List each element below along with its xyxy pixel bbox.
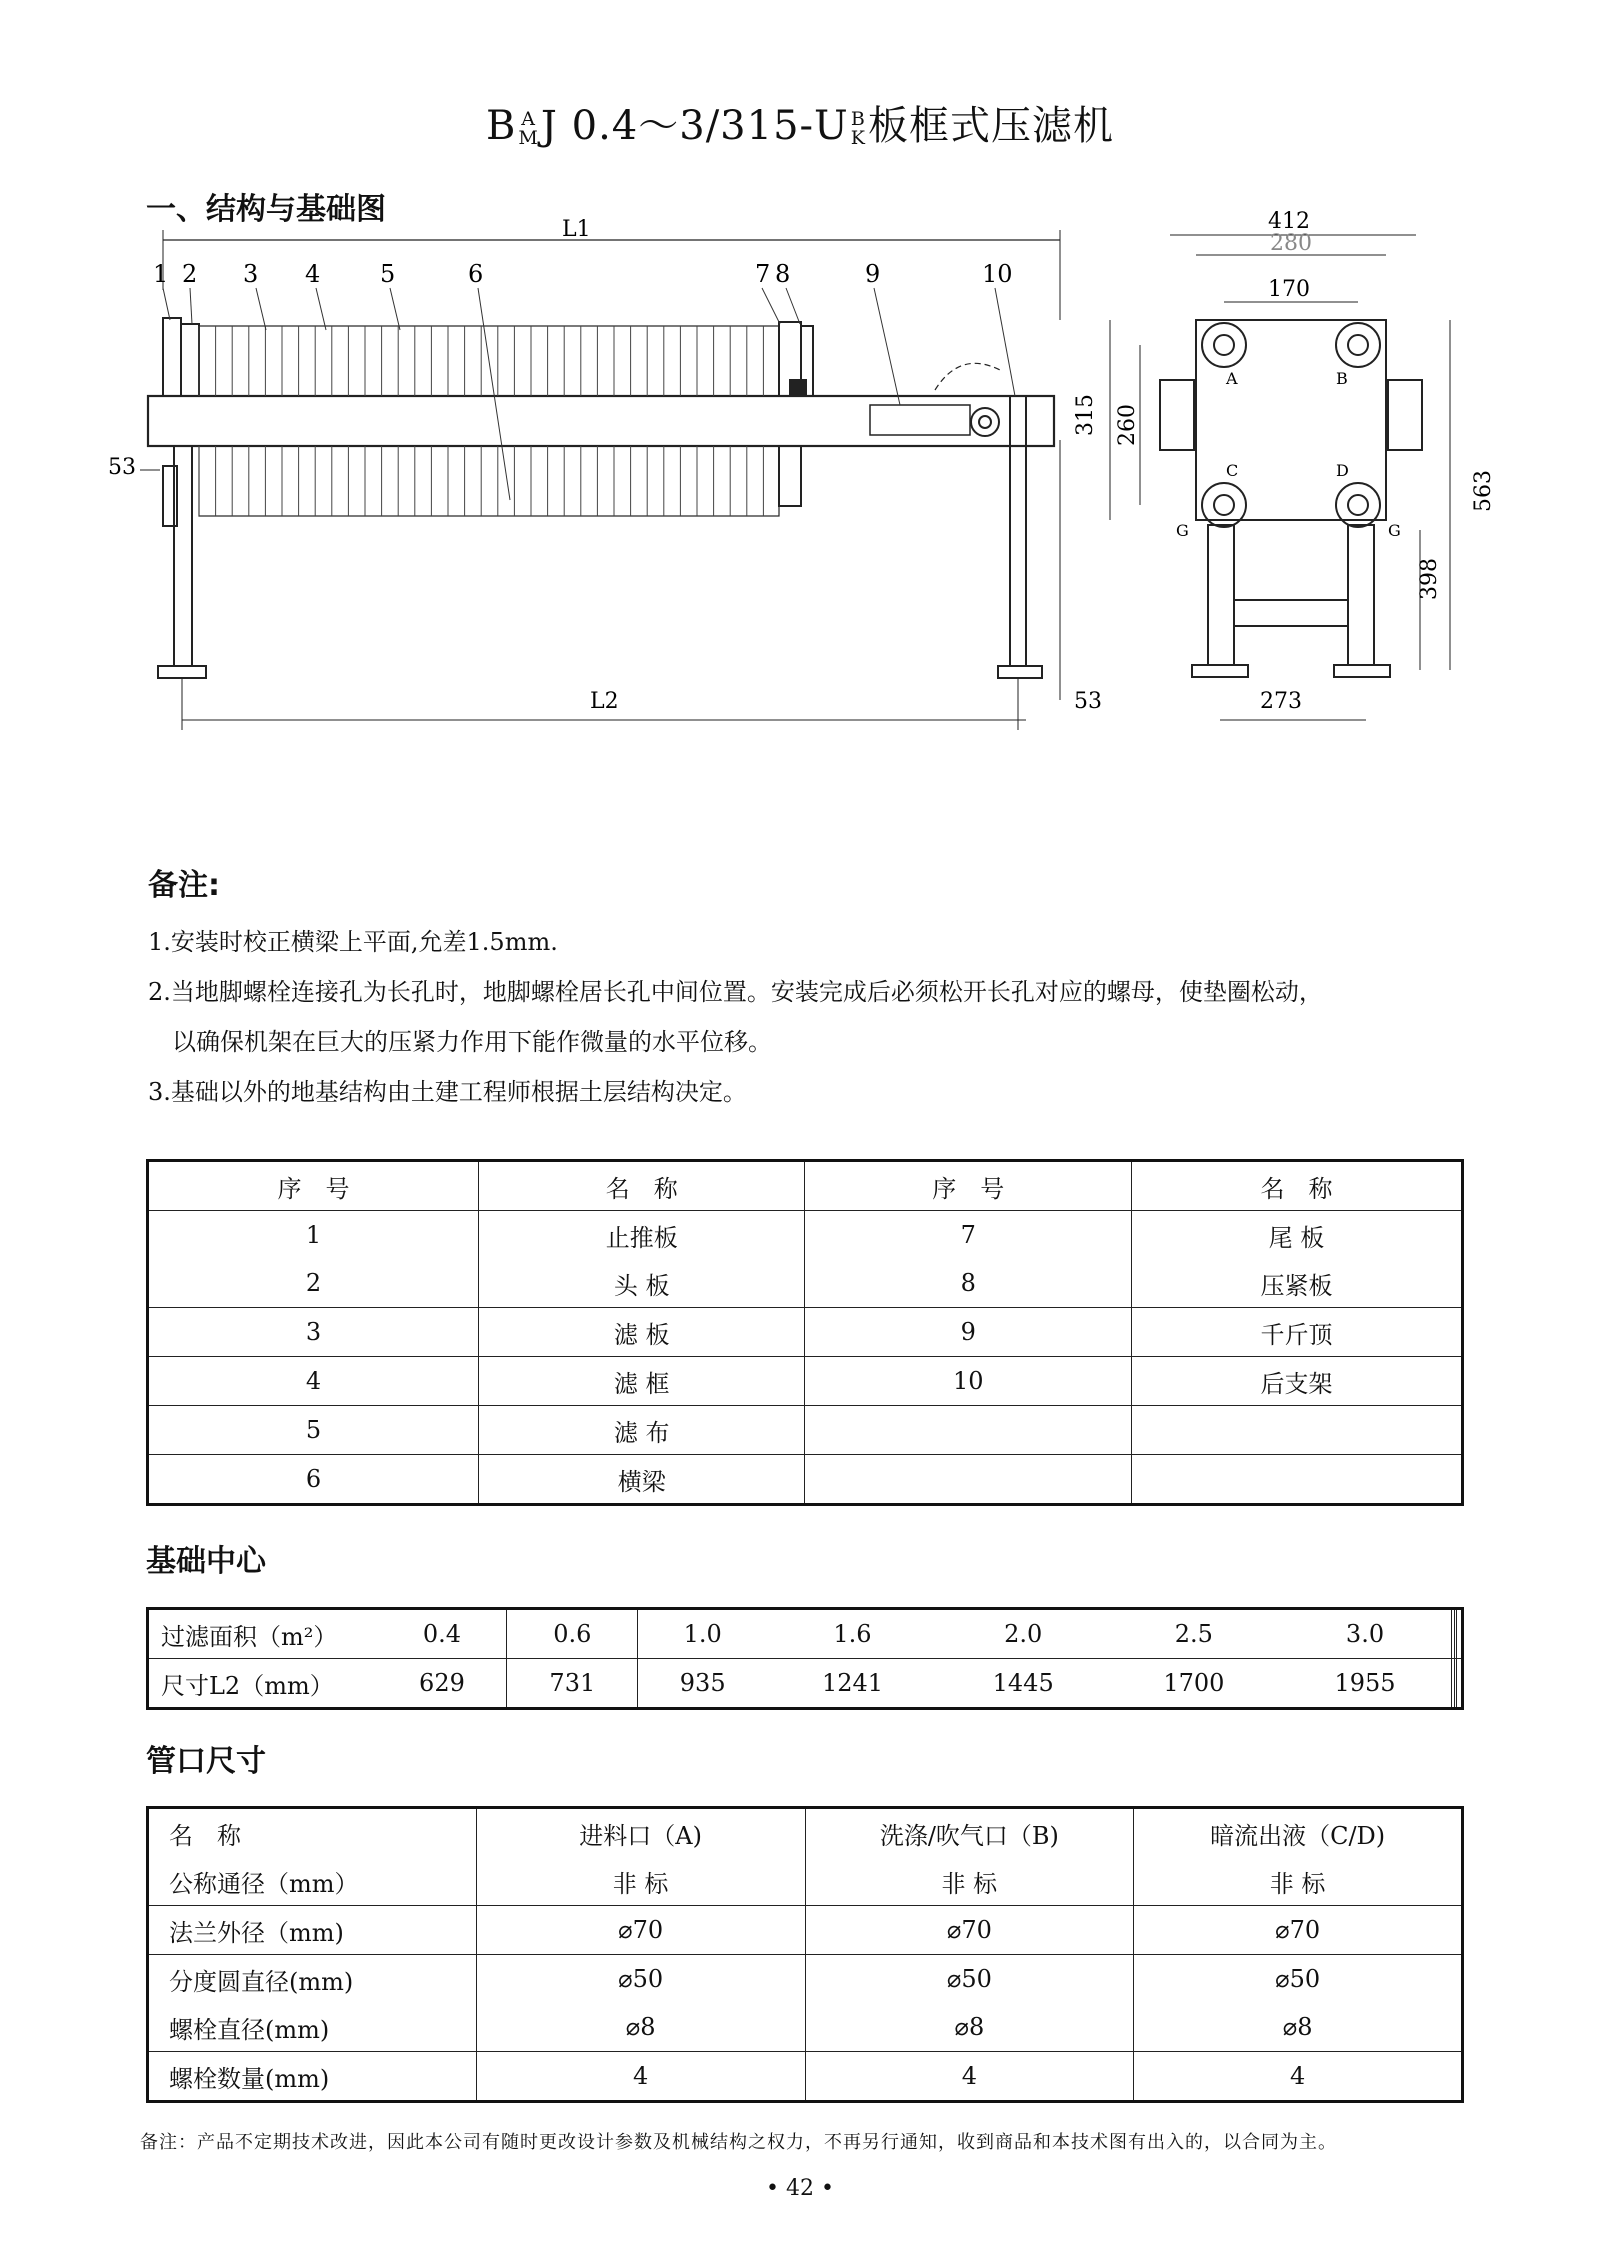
table-cell: 2.5 — [1109, 1609, 1280, 1659]
table-cell: ⌀8 — [476, 2003, 805, 2052]
table-cell: ⌀70 — [1134, 1906, 1463, 1955]
foundation-table — [146, 1607, 1464, 1710]
col-header: 进料口（A) — [476, 1808, 805, 1858]
dim-398: 398 — [1417, 558, 1442, 600]
table-cell: 压紧板 — [1131, 1259, 1462, 1308]
part-label-4: 4 — [305, 260, 321, 288]
notes-heading: 备注: — [148, 868, 220, 903]
part-label-2: 2 — [182, 260, 198, 288]
table-cell: 0.4 — [378, 1609, 507, 1659]
table-cell: 千斤顶 — [1131, 1308, 1462, 1357]
dim-260: 260 — [1115, 404, 1140, 446]
table-cell: 7 — [805, 1211, 1132, 1260]
table-cell: ⌀50 — [1134, 1955, 1463, 2004]
row-label: 螺栓直径(mm) — [148, 2003, 477, 2052]
port-G-left-label: G — [1176, 521, 1189, 540]
part-label-8: 8 — [775, 260, 791, 288]
row-label: 法兰外径（mm) — [148, 1906, 477, 1955]
table-cell — [805, 1455, 1132, 1505]
footnote: 备注：产品不定期技术改进，因此本公司有随时更改设计参数及机械结构之权力，不再另行通知，收到商品和本技术图有出入的，以合同为主。 — [140, 2132, 1337, 2153]
table-cell: 非 标 — [476, 1857, 805, 1906]
port-D-label: D — [1336, 461, 1349, 480]
table-cell: 头 板 — [478, 1259, 805, 1308]
dim-280: 280 — [1270, 231, 1312, 256]
table-cell: ⌀50 — [805, 1955, 1134, 2004]
col-header: 洗涤/吹气口（B) — [805, 1808, 1134, 1858]
table-cell: 6 — [148, 1455, 479, 1505]
table-cell: 4 — [148, 1357, 479, 1406]
part-label-7: 7 — [755, 260, 771, 288]
table-cell: 2 — [148, 1259, 479, 1308]
dim-L2: L2 — [590, 689, 619, 714]
dim-170: 170 — [1268, 277, 1310, 302]
table-cell: 4 — [1134, 2052, 1463, 2102]
part-label-3: 3 — [243, 260, 259, 288]
dim-L1: L1 — [562, 217, 591, 242]
row-label: 螺栓数量(mm) — [148, 2052, 477, 2102]
row-label: 过滤面积（m²） — [148, 1609, 378, 1659]
section-structure-heading: 一、结构与基础图 — [146, 192, 386, 227]
page-number: • 42 • — [766, 2176, 834, 2201]
table-cell — [1131, 1406, 1462, 1455]
dim-53-right: 53 — [1074, 689, 1102, 714]
table-cell: 4 — [805, 2052, 1134, 2102]
port-B-label: B — [1336, 369, 1348, 388]
table-cell — [1457, 1609, 1463, 1659]
port-A-label: A — [1226, 369, 1238, 388]
table-cell: ⌀50 — [476, 1955, 805, 2004]
table-cell: 9 — [805, 1308, 1132, 1357]
table-cell: 滤 布 — [478, 1406, 805, 1455]
dim-273: 273 — [1260, 689, 1302, 714]
part-label-1: 1 — [153, 260, 169, 288]
table-cell: ⌀8 — [1134, 2003, 1463, 2052]
note-2: 2.当地脚螺栓连接孔为长孔时，地脚螺栓居长孔中间位置。安装完成后必须松开长孔对应的螺母，使垫圈松动， — [148, 978, 1323, 1006]
row-label: 公称通径（mm） — [148, 1857, 477, 1906]
table-cell: 1445 — [938, 1659, 1109, 1709]
table-cell: 10 — [805, 1357, 1132, 1406]
table-cell: 1700 — [1109, 1659, 1280, 1709]
table-cell: 2.0 — [938, 1609, 1109, 1659]
table-cell: 滤 板 — [478, 1308, 805, 1357]
note-1: 1.安装时校正横梁上平面,允差1.5mm. — [148, 928, 558, 956]
col-header: 序 号 — [805, 1161, 1132, 1211]
table-cell: 非 标 — [1134, 1857, 1463, 1906]
table-cell: 止推板 — [478, 1211, 805, 1260]
ports-table — [146, 1806, 1464, 2103]
table-cell: 1 — [148, 1211, 479, 1260]
table-cell: ⌀8 — [805, 2003, 1134, 2052]
dim-53-left: 53 — [108, 455, 136, 480]
col-header: 序 号 — [148, 1161, 479, 1211]
section-foundation-heading: 基础中心 — [146, 1544, 266, 1579]
part-label-5: 5 — [380, 260, 396, 288]
table-cell: 1955 — [1279, 1659, 1451, 1709]
port-G-right-label: G — [1388, 521, 1401, 540]
port-C-label: C — [1226, 461, 1239, 480]
row-label: 分度圆直径(mm) — [148, 1955, 477, 2004]
part-label-9: 9 — [865, 260, 881, 288]
table-cell: 8 — [805, 1259, 1132, 1308]
table-cell: ⌀70 — [805, 1906, 1134, 1955]
table-cell: 1.6 — [767, 1609, 938, 1659]
page-title: B A M J 0.4～3/315-U B K 板框式压滤机 — [486, 103, 1114, 149]
section-ports-heading: 管口尺寸 — [146, 1744, 266, 1779]
col-header: 暗流出液（C/D) — [1134, 1808, 1463, 1858]
table-cell: 629 — [378, 1659, 507, 1709]
table-cell: 尾 板 — [1131, 1211, 1462, 1260]
table-cell: 5 — [148, 1406, 479, 1455]
note-2-cont: 以确保机架在巨大的压紧力作用下能作微量的水平位移。 — [172, 1028, 772, 1056]
table-cell: 横梁 — [478, 1455, 805, 1505]
table-cell: 滤 框 — [478, 1357, 805, 1406]
table-cell: 935 — [638, 1659, 767, 1709]
parts-table — [146, 1159, 1464, 1506]
col-header: 名 称 — [148, 1808, 477, 1858]
col-header: 名 称 — [1131, 1161, 1462, 1211]
table-cell — [805, 1406, 1132, 1455]
part-label-6: 6 — [468, 260, 484, 288]
table-cell: ⌀70 — [476, 1906, 805, 1955]
table-cell: 后支架 — [1131, 1357, 1462, 1406]
table-cell: 1241 — [767, 1659, 938, 1709]
note-3: 3.基础以外的地基结构由土建工程师根据土层结构决定。 — [148, 1078, 747, 1106]
table-cell — [1457, 1659, 1463, 1709]
dim-412: 412 — [1268, 209, 1310, 234]
dim-563: 563 — [1471, 470, 1496, 512]
structure-drawing — [0, 200, 1600, 760]
table-cell: 1.0 — [638, 1609, 767, 1659]
table-cell: 非 标 — [805, 1857, 1134, 1906]
table-cell: 4 — [476, 2052, 805, 2102]
dim-315: 315 — [1073, 394, 1098, 436]
row-label: 尺寸L2（mm） — [148, 1659, 378, 1709]
col-header: 名 称 — [478, 1161, 805, 1211]
table-cell: 0.6 — [507, 1609, 638, 1659]
table-cell: 731 — [507, 1659, 638, 1709]
table-cell: 3 — [148, 1308, 479, 1357]
table-cell — [1131, 1455, 1462, 1505]
table-cell: 3.0 — [1279, 1609, 1451, 1659]
part-label-10: 10 — [982, 260, 1013, 288]
